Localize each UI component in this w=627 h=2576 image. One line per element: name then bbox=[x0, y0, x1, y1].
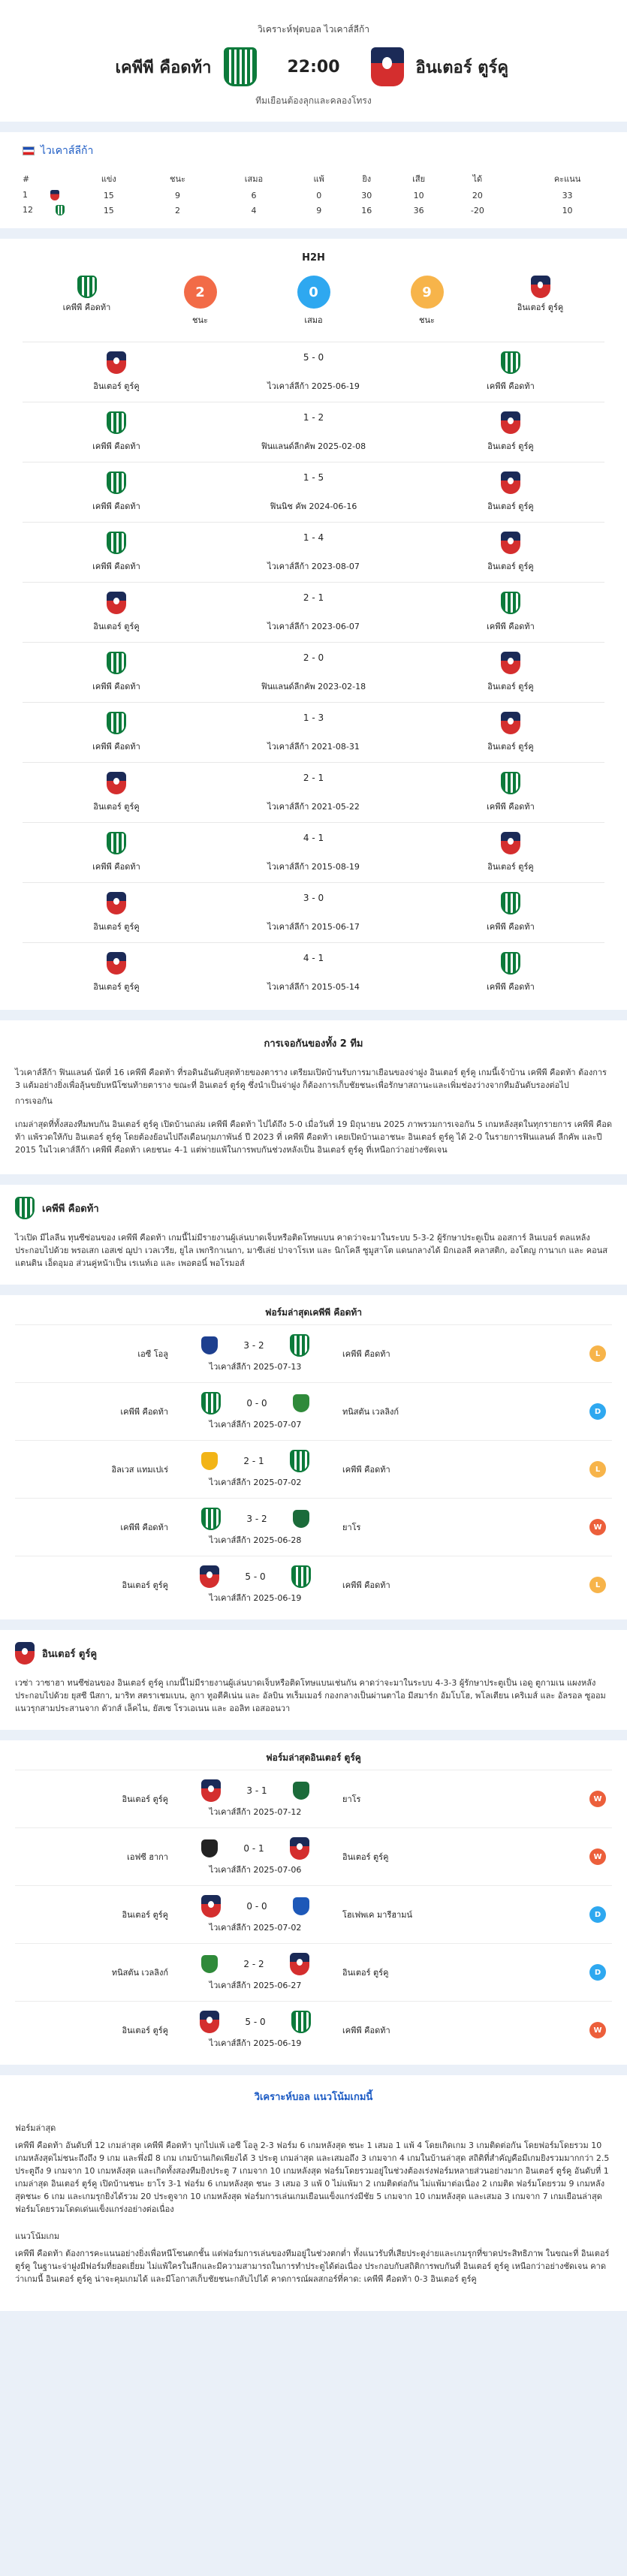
form-match-row[interactable] bbox=[15, 1770, 612, 1827]
h2h-match-competition-date: ไวเคาส์ลีก้า 2023-08-07 bbox=[267, 561, 360, 571]
h2h-match-away-name: อินเตอร์ ตูร์คู bbox=[487, 562, 534, 571]
form-match-center bbox=[180, 1392, 330, 1431]
form-score: 3 - 1 bbox=[246, 1785, 267, 1796]
standings-pos: 1 bbox=[23, 190, 28, 200]
form-match-row[interactable] bbox=[15, 1943, 612, 2001]
h2h-match-away-name: อินเตอร์ ตูร์คู bbox=[487, 862, 534, 872]
form-home-name: อินเตอร์ ตูร์คู bbox=[122, 1794, 168, 1804]
form-away-name: โฮเฟพเค มารีฮามน์ bbox=[342, 1910, 413, 1920]
standings-cell-w: 9 bbox=[175, 190, 180, 200]
form-home-name: เอซี โอลู bbox=[137, 1349, 168, 1359]
h2h-match-score: 1 - 4 bbox=[303, 532, 324, 543]
form-match-center bbox=[180, 1953, 330, 1992]
h2h-match-row[interactable] bbox=[23, 642, 604, 702]
h2h-match-competition-date: ไวเคาส์ลีก้า 2015-06-17 bbox=[267, 921, 360, 932]
h2h-match-score: 1 - 2 bbox=[303, 411, 324, 423]
h2h-match-competition-date: ไวเคาส์ลีก้า 2015-05-14 bbox=[267, 981, 360, 992]
form-competition-date: ไวเคาส์ลีก้า 2025-07-06 bbox=[209, 1865, 302, 1875]
form-match-row[interactable] bbox=[15, 1382, 612, 1440]
h2h-match-away-name: เคพีพี คือดท้า bbox=[487, 381, 535, 391]
h2h-home-crest-icon bbox=[107, 472, 126, 494]
h2h-match-home-name: อินเตอร์ ตูร์คู bbox=[93, 802, 140, 812]
h2h-home-crest-icon bbox=[107, 892, 126, 914]
h2h-match-row[interactable] bbox=[23, 762, 604, 822]
form-match-center bbox=[180, 1779, 330, 1818]
h2h-match-center bbox=[210, 472, 417, 513]
form-home-crest-icon bbox=[200, 2011, 219, 2033]
form-match-row[interactable] bbox=[15, 1556, 612, 1613]
h2h-match-away-name: อินเตอร์ ตูร์คู bbox=[487, 441, 534, 451]
h2h-match-center bbox=[210, 352, 417, 393]
h2h-match-away-name: อินเตอร์ ตูร์คู bbox=[487, 742, 534, 752]
form-result-badge: L bbox=[589, 1577, 606, 1593]
form-match-row[interactable] bbox=[15, 1498, 612, 1556]
h2h-match-row[interactable] bbox=[23, 522, 604, 582]
form-match-center bbox=[180, 1895, 330, 1934]
h2h-away-crest-icon bbox=[501, 712, 520, 734]
form-away-name: ทนิสตัน เวลลิงก์ bbox=[342, 1407, 399, 1417]
form-home-name: อินเตอร์ ตูร์คู bbox=[122, 1580, 168, 1590]
verdict-title: วิเคราะห์บอล แนวโน้มเกมนี้ bbox=[254, 2092, 373, 2103]
h2h-match-home bbox=[23, 411, 210, 453]
form-result-badge: D bbox=[589, 1403, 606, 1420]
h2h-match-competition-date: ไวเคาส์ลีก้า 2023-06-07 bbox=[267, 621, 360, 631]
h2h-away-crest-icon bbox=[501, 532, 520, 554]
standings-cell-w: 2 bbox=[175, 205, 180, 215]
h2h-match-center bbox=[210, 893, 417, 933]
form-away-crest-icon bbox=[293, 1782, 309, 1800]
form-home-name: เคพีพี คือดท้า bbox=[120, 1523, 168, 1532]
standings-row[interactable] bbox=[0, 203, 627, 218]
h2h-match-home-name: เคพีพี คือดท้า bbox=[92, 742, 140, 752]
h2h-match-home-name: เคพีพี คือดท้า bbox=[92, 562, 140, 571]
h2h-summary bbox=[0, 264, 627, 342]
standings-cell-gd: -20 bbox=[470, 205, 484, 215]
col-goals-for: ยิง bbox=[362, 174, 372, 184]
form-score: 3 - 2 bbox=[243, 1340, 264, 1351]
form-away-crest-icon bbox=[293, 1897, 309, 1915]
h2h-match-competition-date: ไวเคาส์ลีก้า 2025-06-19 bbox=[267, 381, 360, 391]
form-match-center bbox=[180, 1508, 330, 1547]
h2h-draws-label: เสมอ bbox=[304, 315, 323, 325]
h2h-draws bbox=[273, 276, 355, 327]
home-team-name[interactable]: เคพีพี คือดท้า bbox=[115, 58, 212, 77]
form-score: 5 - 0 bbox=[245, 1571, 266, 1582]
form-away-name: อินเตอร์ ตูร์คู bbox=[342, 1968, 389, 1978]
h2h-match-list bbox=[0, 342, 627, 1010]
h2h-match-competition-date: ฟินแลนด์ลีกคัพ 2025-02-08 bbox=[261, 441, 366, 451]
form-competition-date: ไวเคาส์ลีก้า 2025-07-02 bbox=[209, 1478, 302, 1487]
form-home-crest-icon bbox=[201, 1839, 218, 1857]
verdict-trend-heading: แนวโน้มเกม bbox=[15, 2231, 60, 2241]
standings-cell-ga: 36 bbox=[413, 205, 424, 215]
col-points: คะแนน bbox=[553, 174, 581, 184]
h2h-match-center bbox=[210, 532, 417, 573]
h2h-match-row[interactable] bbox=[23, 702, 604, 762]
form-match-row[interactable] bbox=[15, 2001, 612, 2059]
col-goal-diff: ได้ bbox=[472, 174, 483, 184]
h2h-losses-label: ชนะ bbox=[419, 315, 435, 325]
verdict-trend-text: เคพีพี คือดท้า ต้องการคะแนนอย่างยิ่งเพื่อหนีโซนตกชั้น แต่ฟอร์มการเล่นของทีมอยู่ในช่วงตกต่ำ ทั้งแนวรับที่เสียประตูง่ายและเกมรุกที่ขาดประสิทธิภาพ ในขณะที่ อินเตอร์ ตูร์คู ในฐานะจ่าฝูงมีฟอร์มที่ยอดเยี่ยม ไม่แพ้ใครในลีกและมีความสามารถในการทำประตูได้ต่อเนื่อง ประกอบกับสถิติการพบกันที่ อินเตอร์ ตูร์คู เหนือกว่าอย่างชัดเจน คาดว่าเกมนี้ อินเตอร์ ตูร์คู น่าจะคุมเกมได้ และมีโอกาสเก็บชัยชนะกลับไปได้ คาดการณ์ผลสกอร์ที่คาด: เคพีพี คือดท้า 0-3 อินเตอร์ ตูร์คู bbox=[15, 2249, 610, 2284]
standings-cell-ga: 10 bbox=[413, 190, 424, 200]
form-competition-date: ไวเคาส์ลีก้า 2025-06-27 bbox=[209, 1981, 302, 1990]
h2h-match-away-name: เคพีพี คือดท้า bbox=[487, 802, 535, 812]
h2h-away-crest-icon bbox=[501, 832, 520, 854]
col-lost: แพ้ bbox=[313, 174, 324, 184]
form-away-name: อินเตอร์ ตูร์คู bbox=[342, 1852, 389, 1862]
h2h-match-away-name: เคพีพี คือดท้า bbox=[487, 922, 535, 932]
away-team-header-name: อินเตอร์ ตูร์คู bbox=[42, 1648, 98, 1660]
h2h-match-away-name: เคพีพี คือดท้า bbox=[487, 622, 535, 631]
h2h-match-row[interactable] bbox=[23, 582, 604, 642]
form-result-badge: W bbox=[589, 1791, 606, 1807]
form-home-crest-icon bbox=[200, 1565, 219, 1588]
h2h-match-home bbox=[23, 772, 210, 813]
form-away-name: ยาโร bbox=[342, 1794, 361, 1804]
h2h-match-away-name: เคพีพี คือดท้า bbox=[487, 982, 535, 992]
h2h-match-away bbox=[417, 952, 604, 993]
league-table-card bbox=[0, 132, 627, 228]
home-team-header-crest-icon bbox=[15, 1197, 35, 1219]
h2h-home-crest-icon bbox=[107, 592, 126, 614]
standings-cell-pos bbox=[0, 203, 75, 218]
form-match-row[interactable] bbox=[15, 1440, 612, 1498]
away-team-header bbox=[0, 1630, 627, 1677]
h2h-match-center bbox=[210, 592, 417, 633]
form-away-crest-icon bbox=[291, 1565, 311, 1588]
h2h-match-center bbox=[210, 412, 417, 453]
standings-pos: 12 bbox=[23, 205, 33, 215]
h2h-match-score: 4 - 1 bbox=[303, 832, 324, 843]
away-team-name[interactable]: อินเตอร์ ตูร์คู bbox=[415, 58, 509, 77]
form-home-name: ทนิสตัน เวลลิงก์ bbox=[111, 1968, 168, 1978]
h2h-away-name: อินเตอร์ ตูร์คู bbox=[517, 303, 564, 312]
h2h-away-crest-icon bbox=[501, 411, 520, 434]
form-match-center bbox=[180, 1334, 330, 1373]
h2h-match-row[interactable] bbox=[23, 462, 604, 522]
standings-cell-l: 9 bbox=[316, 205, 322, 215]
standings-cell-d: 6 bbox=[251, 190, 257, 200]
h2h-match-home-name: เคพีพี คือดท้า bbox=[92, 682, 140, 691]
form-match-row[interactable] bbox=[15, 1324, 612, 1382]
h2h-match-home-name: เคพีพี คือดท้า bbox=[92, 441, 140, 451]
h2h-match-center bbox=[210, 833, 417, 873]
away-team-card bbox=[0, 1630, 627, 1730]
home-team-card bbox=[0, 1185, 627, 1285]
h2h-match-row[interactable] bbox=[23, 822, 604, 882]
h2h-match-competition-date: ฟินนิช คัพ 2024-06-16 bbox=[270, 501, 357, 511]
h2h-away-crest-icon bbox=[501, 472, 520, 494]
match-caption: วิเคราะห์ฟุตบอล ไวเคาส์ลีก้า bbox=[257, 24, 369, 35]
h2h-losses-count: 9 bbox=[411, 276, 444, 309]
home-form-title: ฟอร์มล่าสุดเคพีพี คือดท้า bbox=[264, 1307, 363, 1318]
analysis-paragraph-2: เกมล่าสุดที่ทั้งสองทีมพบกัน อินเตอร์ ตูร์คู เปิดบ้านถล่ม เคพีพี คือดท้า ไปได้ถึง 5-0 เมื่อวันที่ 19 มิถุนายน 2025 ภาพรวมการเจอกัน 5 เกมหลังสุดในทุกรายการ เคพีพี คือดท้า แพ้รวดให้กับ อินเตอร์ ตูร์คู โดยต้องย้อนไปถึงเดือนกุมภาพันธ์ ปี 2023 ที่ เคพีพี คือดท้า เคยเปิดบ้านเอาชนะ อินเตอร์ ตูร์คู ได้ 2-0 ในรายการฟินแลนด์ ลีกคัพ และปี 2015 ในไวเคาส์ลีก้า เคพีพี คือดท้า เคยชนะ 4-1 แต่พ่ายแพ้ในการพบกันช่วงหลังเป็น อินเตอร์ ตูร์คู ที่เหนือกว่าอย่างชัดเจน bbox=[15, 1119, 612, 1155]
form-away-name: เคพีพี คือดท้า bbox=[342, 1580, 390, 1590]
h2h-match-score: 1 - 5 bbox=[303, 472, 324, 483]
form-away-crest-icon bbox=[290, 1450, 309, 1472]
finland-flag-icon bbox=[23, 146, 35, 155]
analysis-paragraph-1: ไวเคาส์ลีก้า ฟินแลนด์ นัดที่ 16 เคพีพี คือดท้า ที่รอดินอันดับสุดท้ายของตาราง เตรียมเปิดบ้านรับการมาเยือนของจ่าฝูง อินเตอร์ ตูร์คู เกมนี้เจ้าบ้าน เคพีพี คือดท้า ต้องการ 3 แต้มอย่างยิ่งเพื่อลุ้นขยับหนีโซนท้ายตาราง ขณะที่ อินเตอร์ ตูร์คู ซึ่งนำเป็นจ่าฝูง ก็ต้องการเก็บชัยชนะเพื่อรักษาสถานะและเพิ่มช่องว่างจากทีมอันดับรองต่อไป bbox=[15, 1068, 607, 1090]
col-pos: # bbox=[23, 173, 30, 184]
form-away-crest-icon bbox=[293, 1510, 309, 1528]
standings-cell-gf: 30 bbox=[361, 190, 372, 200]
h2h-wins-label: ชนะ bbox=[192, 315, 208, 325]
home-team-crest-icon bbox=[224, 47, 257, 86]
h2h-match-home-name: เคพีพี คือดท้า bbox=[92, 862, 140, 872]
form-competition-date: ไวเคาส์ลีก้า 2025-07-07 bbox=[209, 1420, 302, 1430]
h2h-away-crest-icon bbox=[501, 592, 520, 614]
kickoff-time: 22:00 bbox=[287, 57, 340, 77]
h2h-match-home-name: อินเตอร์ ตูร์คู bbox=[93, 381, 140, 391]
standings-header-row bbox=[0, 170, 627, 188]
form-away-crest-icon bbox=[290, 1837, 309, 1860]
form-competition-date: ไวเคาส์ลีก้า 2025-07-13 bbox=[209, 1362, 302, 1372]
form-away-name: เคพีพี คือดท้า bbox=[342, 1349, 390, 1359]
home-form-card bbox=[0, 1295, 627, 1619]
form-score: 2 - 1 bbox=[243, 1456, 264, 1466]
form-result-badge: W bbox=[589, 1848, 606, 1865]
form-competition-date: ไวเคาส์ลีก้า 2025-06-19 bbox=[209, 2038, 302, 2048]
form-away-name: เคพีพี คือดท้า bbox=[342, 2026, 390, 2035]
form-match-row[interactable] bbox=[15, 1885, 612, 1943]
away-form-title: ฟอร์มล่าสุดอินเตอร์ ตูร์คู bbox=[266, 1752, 361, 1763]
h2h-match-home bbox=[23, 532, 210, 573]
form-away-crest-icon bbox=[291, 2011, 311, 2033]
h2h-home-crest-icon bbox=[107, 952, 126, 975]
h2h-match-away-name: อินเตอร์ ตูร์คู bbox=[487, 502, 534, 511]
form-home-name: เอฟซี ฮากา bbox=[127, 1852, 168, 1862]
standings-row[interactable] bbox=[0, 188, 627, 203]
h2h-wins-count: 2 bbox=[184, 276, 217, 309]
form-result-badge: L bbox=[589, 1345, 606, 1362]
verdict-card bbox=[0, 2075, 627, 2311]
h2h-match-score: 2 - 0 bbox=[303, 652, 324, 663]
form-home-crest-icon bbox=[201, 1336, 218, 1354]
home-team-header bbox=[0, 1185, 627, 1231]
h2h-match-score: 4 - 1 bbox=[303, 952, 324, 963]
h2h-home-crest-icon bbox=[107, 411, 126, 434]
col-drawn: เสมอ bbox=[244, 174, 264, 184]
col-played: แข่ง bbox=[101, 174, 116, 184]
h2h-match-score: 1 - 3 bbox=[303, 712, 324, 723]
form-away-crest-icon bbox=[290, 1334, 309, 1357]
away-form-card bbox=[0, 1740, 627, 2065]
form-home-name: อินเตอร์ ตูร์คู bbox=[122, 2026, 168, 2035]
form-result-badge: D bbox=[589, 1906, 606, 1923]
form-home-name: อินเตอร์ ตูร์คู bbox=[122, 1910, 168, 1920]
h2h-away-col bbox=[499, 276, 582, 314]
h2h-match-away-name: อินเตอร์ ตูร์คู bbox=[487, 682, 534, 691]
form-away-name: เคพีพี คือดท้า bbox=[342, 1465, 390, 1475]
form-away-crest-icon bbox=[290, 1953, 309, 1975]
h2h-match-score: 2 - 1 bbox=[303, 592, 324, 603]
form-result-badge: L bbox=[589, 1461, 606, 1478]
h2h-losses bbox=[386, 276, 469, 327]
form-home-crest-icon bbox=[201, 1508, 221, 1530]
h2h-match-home-name: อินเตอร์ ตูร์คู bbox=[93, 922, 140, 932]
h2h-match-away bbox=[417, 832, 604, 873]
h2h-match-competition-date: ไวเคาส์ลีก้า 2015-08-19 bbox=[267, 861, 360, 872]
h2h-match-away bbox=[417, 472, 604, 513]
h2h-match-home bbox=[23, 712, 210, 753]
match-note: ทีมเยือนต้องลุกและคลองโทรง bbox=[255, 95, 372, 106]
form-score: 5 - 0 bbox=[245, 2017, 266, 2027]
h2h-match-home bbox=[23, 351, 210, 393]
h2h-match-away bbox=[417, 411, 604, 453]
analysis-subheading: การเจอกัน bbox=[15, 1096, 53, 1106]
home-team-header-name: เคพีพี คือดท้า bbox=[42, 1203, 99, 1215]
form-home-name: เคพีพี คือดท้า bbox=[120, 1407, 168, 1417]
match-header bbox=[0, 0, 627, 122]
h2h-home-col bbox=[46, 276, 128, 314]
form-competition-date: ไวเคาส์ลีก้า 2025-06-19 bbox=[209, 1593, 302, 1603]
h2h-match-row[interactable] bbox=[23, 942, 604, 1002]
standings-cell-pts: 33 bbox=[562, 190, 573, 200]
form-score: 0 - 0 bbox=[246, 1398, 267, 1409]
form-competition-date: ไวเคาส์ลีก้า 2025-06-28 bbox=[209, 1535, 302, 1545]
h2h-match-home bbox=[23, 652, 210, 693]
h2h-match-home bbox=[23, 592, 210, 633]
form-score: 0 - 1 bbox=[243, 1843, 264, 1854]
h2h-match-home-name: อินเตอร์ ตูร์คู bbox=[93, 982, 140, 992]
form-home-crest-icon bbox=[201, 1392, 221, 1415]
home-form-list bbox=[0, 1324, 627, 1613]
away-team-description: เวซ่า วาซาฮา ทนซีซ่อนของ อินเตอร์ ตูร์คู เกมนี้ไม่มีรายงานผู้เล่นบาดเจ็บหรือติดโทษแบนเช่นกัน คาดว่าจะมาในระบบ 4-3-3 ผู้รักษาประตูเป็น เอดู ตูกามเน แผงหลังประกอบไปด้วย ยุสซี นีสกา, มาริท สตราเชมเบน, ลูกา ทูอตีคิเน่น และ อัลบิน ทเร็มเมอร์ กองกลางเป็นผ่านตาไอ มีสมาร์ก อัมโบโฮ, พโลเตียน เคริเมส์ และ อัลรอล ซูออม แนวรุกสามประสานจาก ดัวกส์ เล็คไน, ยัสเซ โรวเอเนน และ ออลิท เอสออนวา bbox=[15, 1678, 606, 1713]
standings-cell-l: 0 bbox=[316, 190, 322, 200]
form-result-badge: D bbox=[589, 1964, 606, 1981]
h2h-match-row[interactable] bbox=[23, 402, 604, 462]
h2h-match-away bbox=[417, 532, 604, 573]
form-away-name: ยาโร bbox=[342, 1523, 361, 1532]
h2h-away-crest-icon bbox=[501, 652, 520, 674]
h2h-match-home bbox=[23, 952, 210, 993]
verdict-form-text: เคพีพี คือดท้า อันดับที่ 12 เกมล่าสุด เคพีพี คือดท้า บุกไปแพ้ เอซี โอลู 2-3 ฟอร์ม 6 เกมหลังสุด ชนะ 1 เสมอ 1 แพ้ 4 โดยเกิดเกม 3 เกมติดต่อกัน โดยฟอร์มโดยรวม 10 เกมหลังสุดไม่ชนะถึงถึง 9 เกม และพึ่งมี 8 เกม เกมบ้านเกิดเพียงได้ 3 ประตู เกมล่าสุด และเสมอถึง 3 เกมจาก 4 เกมในบ้านล่าสุด สถิติที่สำคัญคือมีเกมยิงรวมมากกว่า 2.5 ประตูถึง 9 เกมจาก 10 เกมหลังสุด และเกิดทั้งสองทีมยิงประตู 7 เกมจาก 10 เกมหลังสุด ฟอร์มโดยรวมอยู่ในช่วงต้องเร่งฟอร์มหลายส่วนอย่างมาก อินเตอร์ ตูร์คู อันดับที่ 1 เกมล่าสุด อินเตอร์ ตูร์คู เปิดบ้านชนะ ยาโร 3-1 ฟอร์ม 6 เกมหลังสุด ชนะ 3 เสมอ 3 แพ้ 0 ไม่แพ้มา 2 เกมติดต่อกัน ไม่แพ้มาต่อเนื่อง 2 เกมติด ฟอร์มโดยรวม 9 เกมหลังสุดชนะ 6 เกม และเกมรุกยิงได้รวม 20 ประตูจาก 10 เกมหลังสุด ฟอร์มการเล่นเกมเยือนแข็งแกร่งมีชัย 5 เกมจาก 10 เกมหลังสุด และเสมอ 3 เกมจาก 7 เกมเยือนล่าสุด ฟอร์มโดยรวมโดดเด่นแข็งแกร่งอย่างต่อเนื่อง bbox=[15, 2141, 610, 2214]
form-home-crest-icon bbox=[201, 1452, 218, 1470]
league-title-text: ไวเคาส์ลีก้า bbox=[41, 145, 94, 157]
form-score: 2 - 2 bbox=[243, 1959, 264, 1969]
h2h-match-row[interactable] bbox=[23, 342, 604, 402]
form-match-center bbox=[180, 1565, 330, 1604]
h2h-home-crest-icon bbox=[107, 652, 126, 674]
h2h-home-crest-icon bbox=[77, 276, 97, 298]
h2h-match-home-name: อินเตอร์ ตูร์คู bbox=[93, 622, 140, 631]
h2h-away-crest-icon bbox=[501, 772, 520, 794]
h2h-home-crest-icon bbox=[107, 351, 126, 374]
h2h-home-crest-icon bbox=[107, 532, 126, 554]
h2h-match-center bbox=[210, 773, 417, 813]
h2h-away-crest-icon bbox=[501, 351, 520, 374]
h2h-match-away bbox=[417, 592, 604, 633]
form-away-crest-icon bbox=[293, 1394, 309, 1412]
standings-cell-gd: 20 bbox=[472, 190, 483, 200]
verdict-form-heading: ฟอร์มล่าสุด bbox=[15, 2123, 56, 2133]
celtic-mini-crest-icon bbox=[56, 205, 65, 215]
h2h-match-away bbox=[417, 712, 604, 753]
h2h-away-crest-icon bbox=[501, 892, 520, 914]
h2h-draws-count: 0 bbox=[297, 276, 330, 309]
h2h-match-center bbox=[210, 953, 417, 993]
form-home-name: อิลเวส แทมเปเร่ bbox=[111, 1465, 168, 1475]
h2h-match-home-name: เคพีพี คือดท้า bbox=[92, 502, 140, 511]
h2h-match-competition-date: ฟินแลนด์ลีกคัพ 2023-02-18 bbox=[261, 681, 366, 691]
standings-cell-p: 15 bbox=[103, 205, 114, 215]
h2h-match-away bbox=[417, 772, 604, 813]
form-score: 3 - 2 bbox=[246, 1514, 267, 1524]
standings-cell-gf: 16 bbox=[361, 205, 372, 215]
col-won: ชนะ bbox=[170, 174, 185, 184]
form-result-badge: W bbox=[589, 2022, 606, 2038]
h2h-match-center bbox=[210, 713, 417, 753]
h2h-match-row[interactable] bbox=[23, 882, 604, 942]
form-home-crest-icon bbox=[201, 1955, 218, 1973]
h2h-match-home bbox=[23, 472, 210, 513]
home-team-description: ไวเปิด มีไลลีน ทุนซีซ่อนของ เคพีพี คือดท้า เกมนี้ไม่มีรายงานผู้เล่นบาดเจ็บหรือติดโทษแบน คาดว่าจะมาในระบบ 5-3-2 ผู้รักษาประตูเป็น ออสการ์ ลินเบอร์ ตลแหล้งประกอบไปด้วย พรอเสก เอสเซ่ ฌูปา เวลเวรีย, ยูไล เพกริกาเนกา, มาซีเล่ย่ ปาจาโรเท และ นิกโคลี ซูมูสาโต แดนกลางได้ มิกเอลลี คลาสติก, องโตญ กานาเก และ คอนสแตนติน เอ็ดอุมอ ส่วนคู่หน้าเป็น เรเนท์เอ และ เพอตอนิ์ พอโรมอส์ bbox=[15, 1233, 607, 1268]
h2h-match-score: 2 - 1 bbox=[303, 772, 324, 783]
form-score: 0 - 0 bbox=[246, 1901, 267, 1912]
h2h-wins bbox=[159, 276, 242, 327]
analysis-card bbox=[0, 1020, 627, 1174]
form-competition-date: ไวเคาส์ลีก้า 2025-07-02 bbox=[209, 1923, 302, 1933]
analysis-title: การเจอกันของทั้ง 2 ทีม bbox=[264, 1038, 363, 1050]
form-match-center bbox=[180, 2011, 330, 2050]
away-team-crest-icon bbox=[371, 47, 404, 86]
form-result-badge: W bbox=[589, 1519, 606, 1535]
h2h-away-crest-icon bbox=[531, 276, 550, 298]
form-match-center bbox=[180, 1450, 330, 1489]
form-match-row[interactable] bbox=[15, 1827, 612, 1885]
h2h-away-crest-icon bbox=[501, 952, 520, 975]
h2h-match-home bbox=[23, 892, 210, 933]
h2h-home-crest-icon bbox=[107, 712, 126, 734]
form-home-crest-icon bbox=[201, 1779, 221, 1802]
standings-table bbox=[0, 170, 627, 218]
h2h-home-crest-icon bbox=[107, 772, 126, 794]
h2h-match-competition-date: ไวเคาส์ลีก้า 2021-08-31 bbox=[267, 741, 360, 752]
form-competition-date: ไวเคาส์ลีก้า 2025-07-12 bbox=[209, 1807, 302, 1817]
form-home-crest-icon bbox=[201, 1895, 221, 1918]
h2h-card bbox=[0, 239, 627, 1010]
col-goals-against: เสีย bbox=[412, 174, 426, 184]
form-match-center bbox=[180, 1837, 330, 1876]
standings-cell-p: 15 bbox=[103, 190, 114, 200]
h2h-match-home bbox=[23, 832, 210, 873]
standings-cell-pts: 10 bbox=[562, 205, 573, 215]
league-title[interactable] bbox=[0, 132, 627, 170]
h2h-match-away bbox=[417, 652, 604, 693]
h2h-match-score: 5 - 0 bbox=[303, 351, 324, 363]
h2h-match-score: 3 - 0 bbox=[303, 892, 324, 903]
h2h-match-away bbox=[417, 351, 604, 393]
standings-cell-pos bbox=[0, 188, 75, 203]
h2h-match-competition-date: ไวเคาส์ลีก้า 2021-05-22 bbox=[267, 801, 360, 812]
h2h-title: H2H bbox=[302, 252, 325, 264]
inter-mini-crest-icon bbox=[50, 190, 59, 200]
h2h-match-center bbox=[210, 652, 417, 693]
h2h-home-name: เคพีพี คือดท้า bbox=[62, 303, 111, 312]
standings-cell-d: 4 bbox=[251, 205, 257, 215]
h2h-match-away bbox=[417, 892, 604, 933]
h2h-home-crest-icon bbox=[107, 832, 126, 854]
away-form-list bbox=[0, 1770, 627, 2059]
away-team-header-crest-icon bbox=[15, 1642, 35, 1665]
